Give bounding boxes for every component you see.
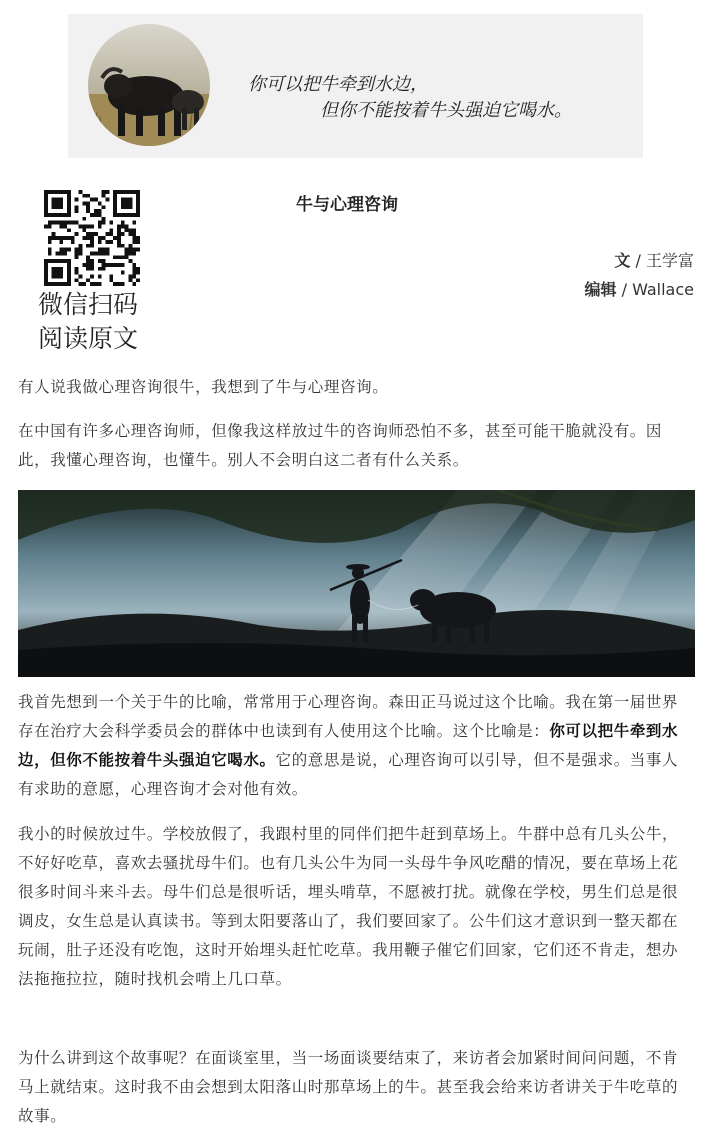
paragraph-3-start: 我首先想到一个关于牛的比喻，常常用于心理咨询。森田正马说过这个比喻。我在第一届世界存在治疗大会科学委员会的群体中也读到有人使用这个比喻。这个比喻是： [18,693,679,740]
scan-caption [38,288,158,356]
scan-caption-line-1: 微信扫码 [38,290,139,319]
quote-line-2: 但你不能按着牛头强迫它喝水。 [320,100,572,121]
scan-caption-line-2: 阅读原文 [38,324,139,353]
quote-line-1: 你可以把牛牵到水边， [248,74,428,95]
editor-label: 编辑 [584,280,617,299]
editor-name: / Wallace [616,280,694,299]
farmer-buffalo-photo [18,490,695,677]
paragraph-3 [18,688,694,804]
quote-banner [68,14,643,158]
paragraph-4: 我小的时候放过牛。学校放假了，我跟村里的同伴们把牛赶到草场上。牛群中总有几头公牛，不好好吃草，喜欢去骚扰母牛们。也有几头公牛为同一头母牛争风吃醋的情况，要在草场上花很多时间斗来斗去。母牛们总是很听话，埋头啃草，不愿被打扰。就像在学校，男生们总是很调皮，女生总是认真读书。等到太阳要落山了，我们要回家了。公牛们这才意识到一整天都在玩闹，肚子还没有吃饱，这时开始埋头赶忙吃草。我用鞭子催它们回家，它们还不肯走，想办法拖拖拉拉，随时找机会啃上几口草。 [18,825,679,988]
paragraph-3-end: 它的意思是说，心理咨询可以引导，但不是强求。当事人有求助的意愿，心理咨询才会对他有效。 [18,751,679,798]
author-line [584,246,694,275]
article-title: 牛与心理咨询 [296,195,398,215]
paragraph-5: 为什么讲到这个故事呢？在面谈室里，当一场面谈要结束了，来访者会加紧时间问问题，不肯马上就结束。这时我不由会想到太阳落山时那草场上的牛。甚至我会给来访者讲关于牛吃草的故事。 [18,1049,679,1125]
banner-quote [68,14,643,158]
byline [584,246,694,304]
key-quote: 你可以把牛牵到水边，但你不能按着牛头强迫它喝水。 [18,722,679,769]
qr-code[interactable] [44,190,140,286]
editor-line [584,275,694,304]
author-label: 文 [614,251,631,270]
paragraph-2: 在中国有许多心理咨询师，但像我这样放过牛的咨询师恐怕不多，甚至可能干脆就没有。因此，我懂心理咨询，也懂牛。别人不会明白这二者有什么关系。 [18,422,663,469]
paragraph-1: 有人说我做心理咨询很牛，我想到了牛与心理咨询。 [18,378,389,396]
author-name: / 王学富 [630,251,694,270]
